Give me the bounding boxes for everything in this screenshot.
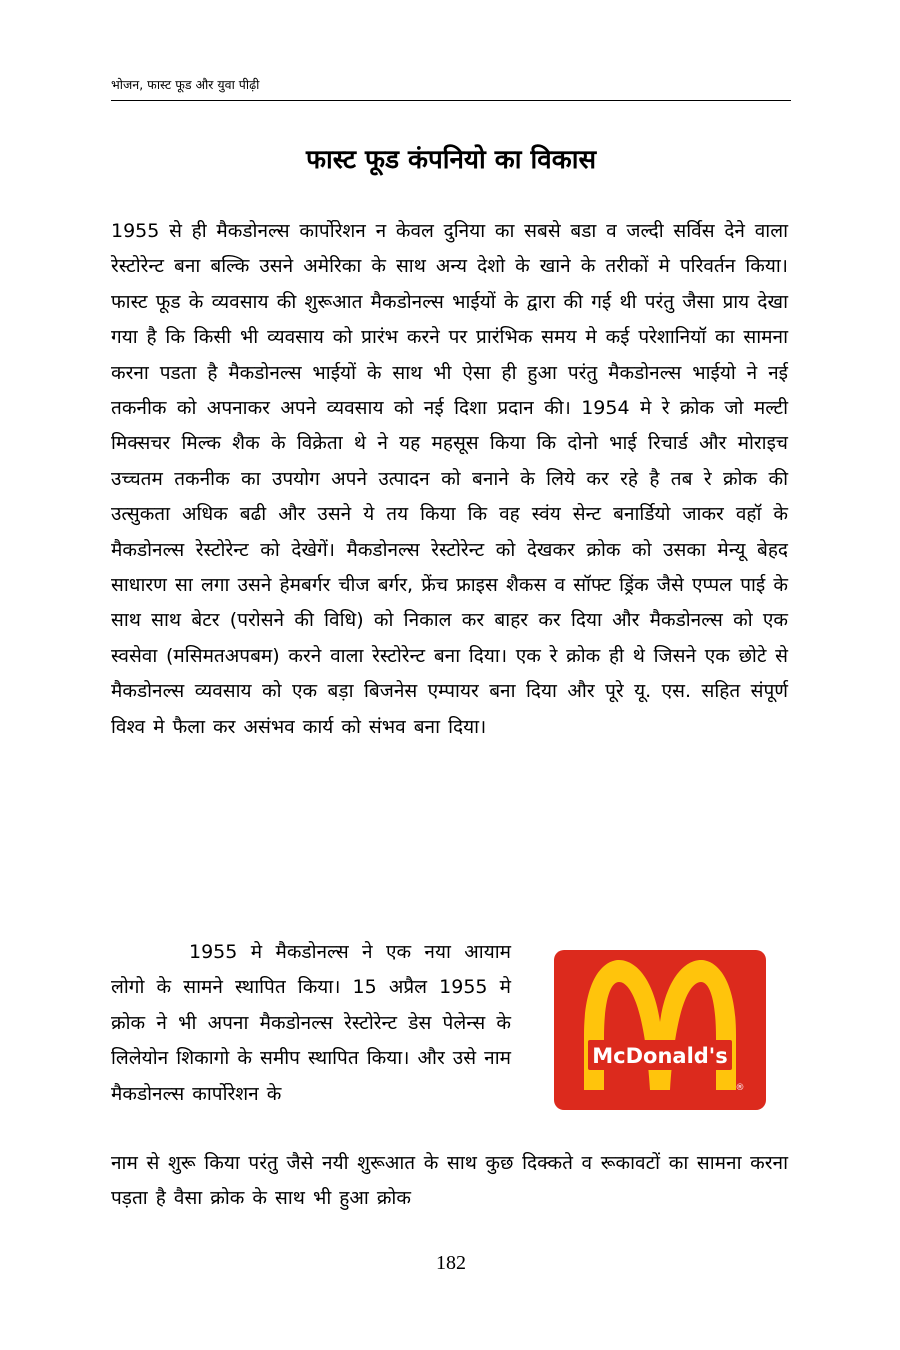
logo-wordmark: McDonald's — [592, 1044, 728, 1068]
mcdonalds-logo-graphic — [554, 950, 766, 1110]
page-number: 182 — [436, 1252, 466, 1274]
header-divider — [111, 100, 791, 101]
registered-mark: ® — [735, 1083, 745, 1093]
chapter-title: फास्ट फूड कंपनियो का विकास — [305, 145, 597, 175]
running-header: भोजन, फास्ट फूड और युवा पीढ़ी — [111, 77, 260, 92]
paragraph-1: 1955 से ही मैकडोनल्स कार्पोरेशन न केवल दुनिया का सबसे बडा व जल्दी सर्विस देने वाला रेस्टोरेन्ट बना बल्कि उसने अमेरिका के साथ अन्य देशो के खाने के तरीकों मे परिवर्तन किया। फास्ट फूड के व्यवसाय की शुरूआत मैकडोनल्स भाईयों के द्वारा की गई थी परंतु जैसा प्राय देखा गया है कि किसी भी व्यवसाय को प्रारंभ करने पर प्रारंभिक समय मे कई परेशानियॉ का सामना करना पडता है मैकडोनल्स भाईयों के साथ भी ऐसा ही हुआ परंतु मैकडोनल्स भाईयो ने नई तकनीक को अपनाकर अपने व्यवसाय को नई दिशा प्रदान की। 1954 मे रे क्रोक जो मल्टी मिक्सचर मिल्क शैक के विक्रेता थे ने यह महसूस किया कि दोनो भाई रिचार्ड और मोराइच उच्चतम तकनीक का उपयोग अपने उत्पादन को बनाने के लिये कर रहे है तब रे क्रोक की उत्सुकता अधिक बढी और उसने ये तय किया कि वह स्वंय सेन्ट बनार्डियो जाकर वहॉ के मैकडोनल्स रेस्टोरेन्ट को देखेगें। मैकडोनल्स रेस्टोरेन्ट को देखकर क्रोक को उसका मेन्यू बेहद साधारण सा लगा उसने हेमबर्गर चीज बर्गर, फ्रेंच फ्राइस शैकस व सॉफ्ट ड्रिंक जैसे एप्पल पाई के साथ साथ बेटर (परोसने की विधि) को निकाल कर बाहर कर दिया और मैकडोनल्स को एक स्वसेवा (मसिमतअपबम) करने वाला रेस्टोरेन्ट बना दिया। एक रे क्रोक ही थे जिसने एक छोटे से मैकडोनल्स व्यवसाय को एक बड़ा बिजनेस एम्पायर बना दिया और पूरे यू. एस. सहित संपूर्ण विश्व मे फैला कर असंभव कार्य को संभव बना दिया। — [111, 220, 788, 738]
mcdonalds-logo — [554, 950, 766, 1110]
paragraph-3: नाम से शुरू किया परंतु जैसे नयी शुरूआत के साथ कुछ दिक्कते व रूकावटों का सामना करना पड़ता है वैसा क्रोक के साथ भी हुआ क्रोक — [111, 1152, 788, 1210]
paragraph-2: 1955 मे मैकडोनल्स ने एक नया आयाम लोगो के सामने स्थापित किया। 15 अप्रैल 1955 मे क्रोक ने भी अपना मैकडोनल्स रेस्टोरेन्ट डेस पेलेन्स के लिलेयोन शिकागो के समीप स्थापित किया। और उसे नाम मैकडोनल्स कार्पोरेशन के — [111, 941, 511, 1105]
